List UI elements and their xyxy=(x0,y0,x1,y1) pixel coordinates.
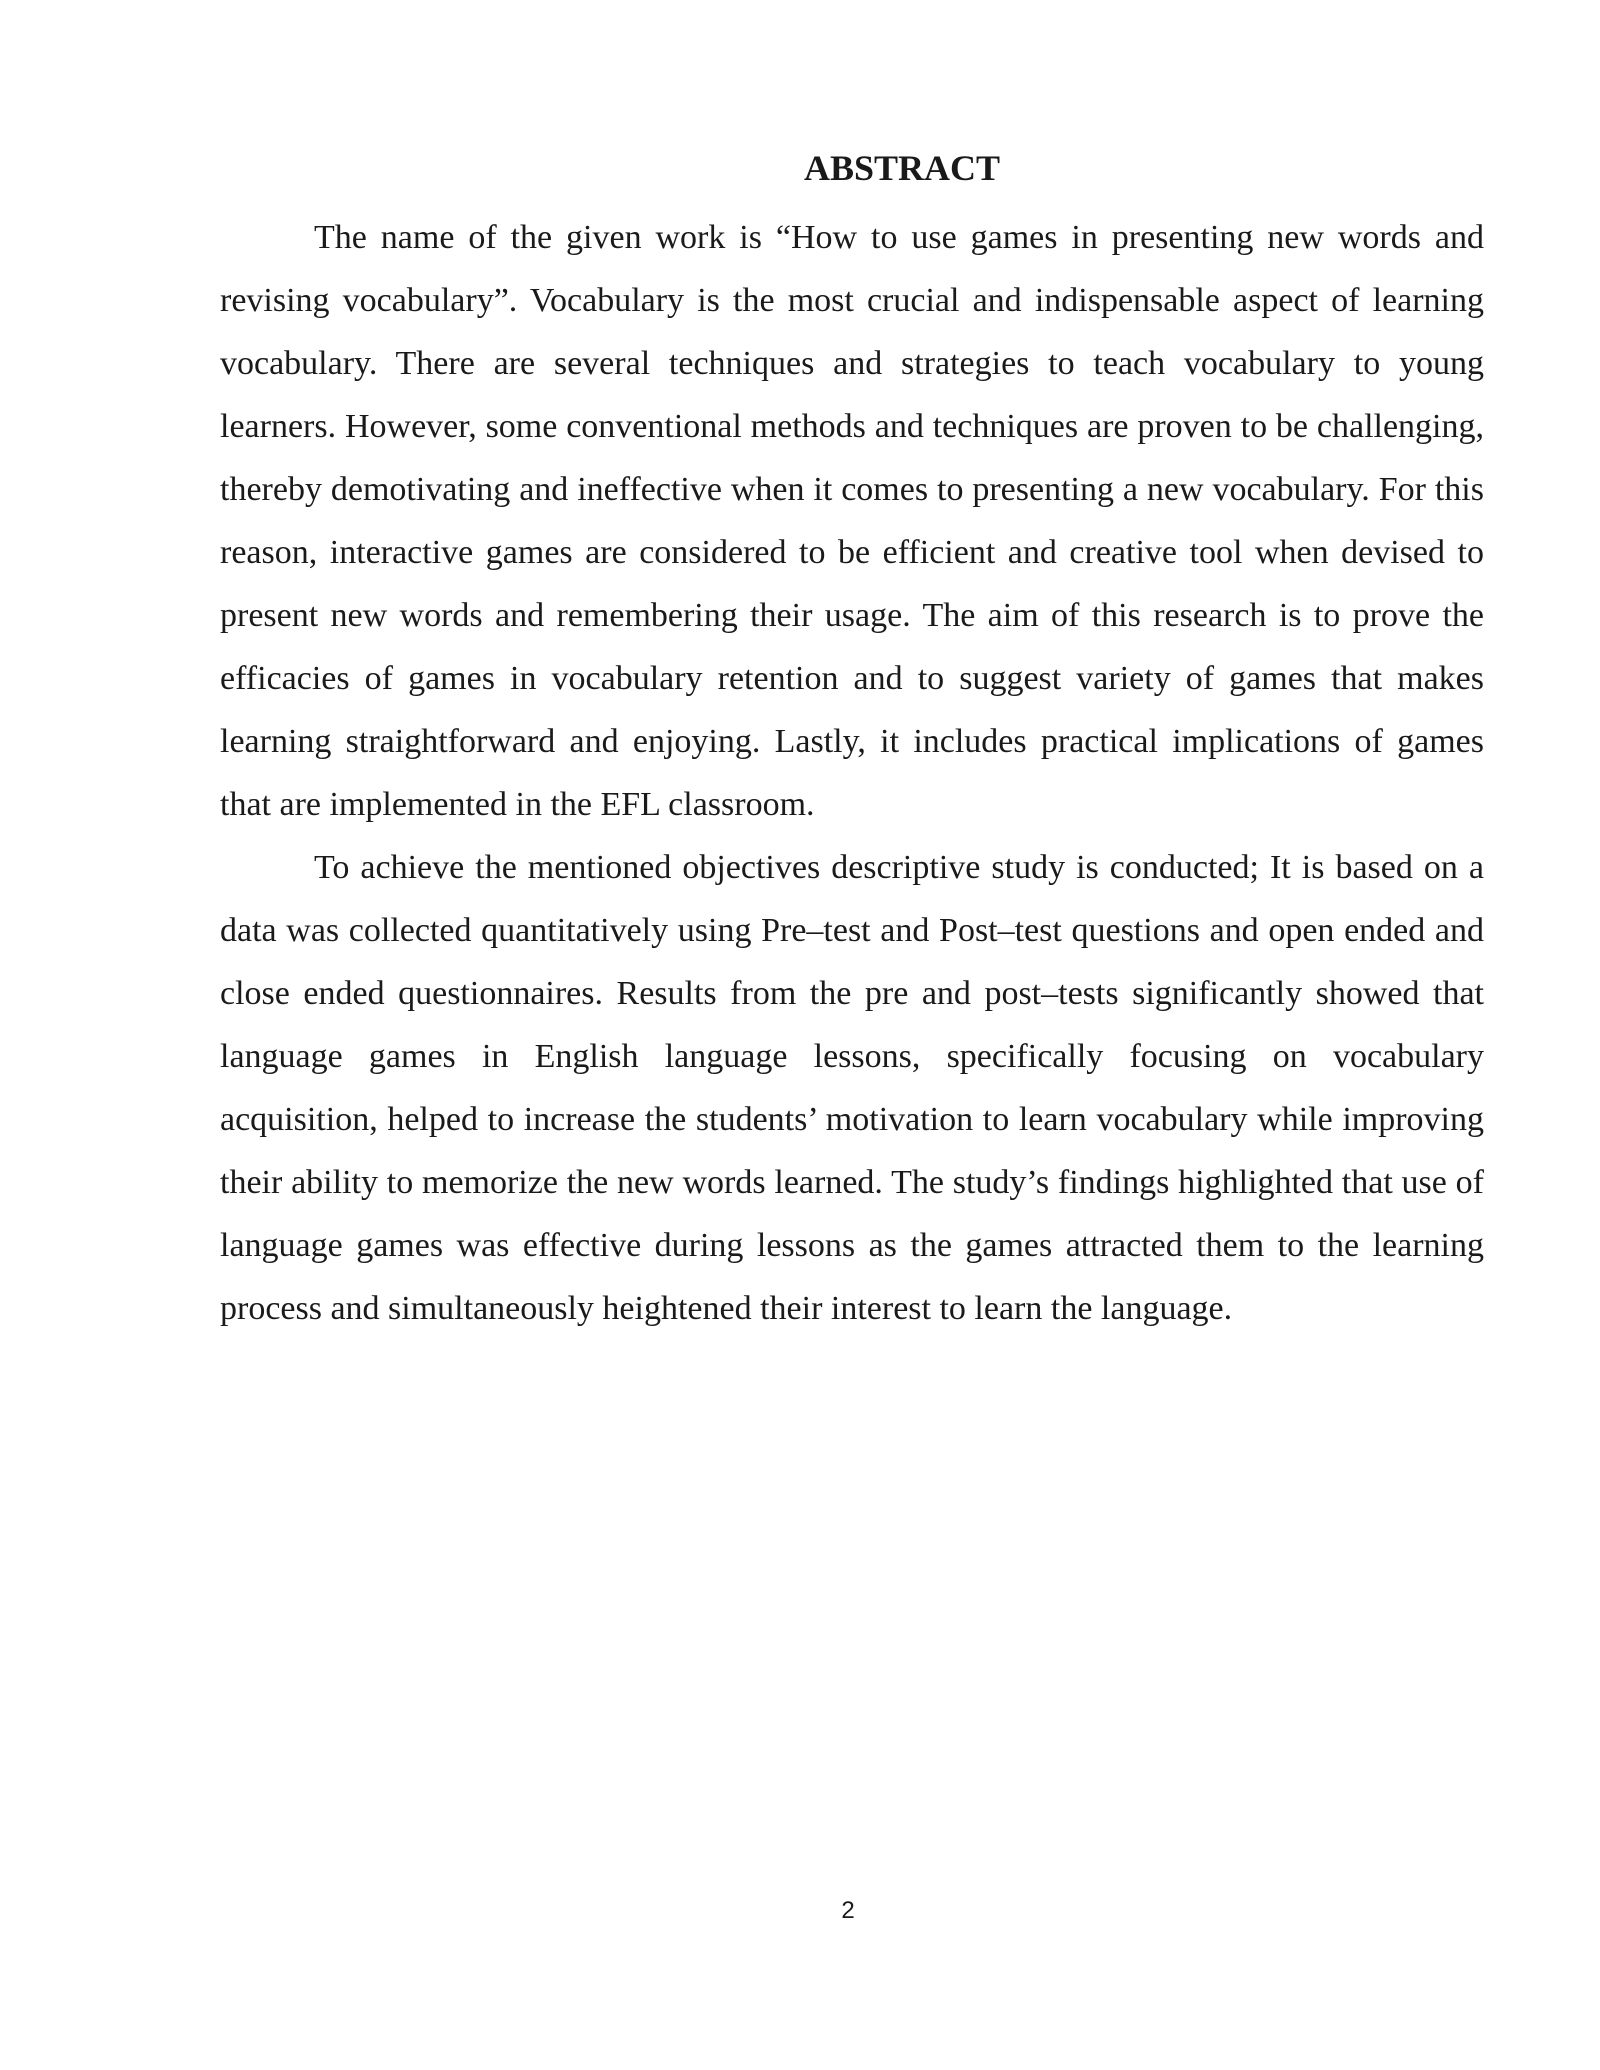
abstract-body xyxy=(220,206,1484,1340)
abstract-paragraph-2: To achieve the mentioned objectives descriptive study is conducted; It is based on a data was collected quantitatively using Pre–test and Post–test questions and open ended and close ended questionnaires. Results from the pre and post–tests significantly showed that language games in English language lessons, specifically focusing on vocabulary acquisition, helped to increase the students’ motivation to learn vocabulary while improving their ability to memorize the new words learned. The study’s findings highlighted that use of language games was effective during lessons as the games attracted them to the learning process and simultaneously heightened their interest to learn the language. xyxy=(220,849,1484,1327)
page-number: 2 xyxy=(841,1897,855,1924)
abstract-heading: ABSTRACT xyxy=(803,148,1001,188)
abstract-paragraph-1: The name of the given work is “How to use games in presenting new words and revising vocabulary”. Vocabulary is the most crucial and indispensable aspect of learning vocabulary. There are several techniques and strategies to teach vocabulary to young learners. However, some conventional methods and techniques are proven to be challenging, thereby demotivating and ineffective when it comes to presenting a new vocabulary. For this reason, interactive games are considered to be efficient and creative tool when devised to present new words and remembering their usage. The aim of this research is to prove the efficacies of games in vocabulary retention and to suggest variety of games that makes learning straightforward and enjoying. Lastly, it includes practical implications of games that are implemented in the EFL classroom. xyxy=(220,219,1484,823)
